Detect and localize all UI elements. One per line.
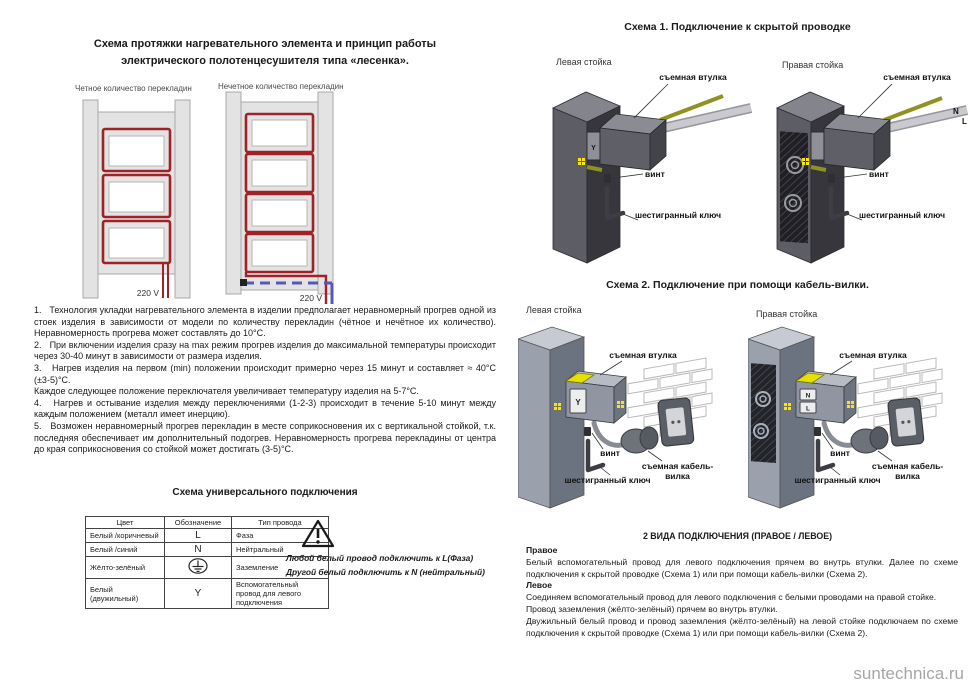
right-connection-label: Правое (526, 545, 558, 555)
wire-mark: Y (165, 579, 232, 609)
screw (584, 427, 591, 436)
odd-ladder-voltage: 220 V (299, 293, 322, 303)
wire-type: Вспомогательный провод для левого подключения (232, 579, 329, 609)
paragraph-5: 4. Нагрев и остывание изделия между переключениями (1-2-3) происходит в течение 5-10 минут между каждым положением (металл имеет инерцию). (34, 397, 496, 420)
right-column (510, 0, 965, 686)
left-connection-text-3: Двужильный белый провод и провод заземления (жёлто-зелёный) на левой стойке подключаем по схеме подключения к скрытой проводке (Схема 1) или при помощи кабель-вилки (Схема 2). (526, 615, 958, 638)
wire-color: Белый (двужильный) (86, 579, 165, 609)
even-ladder-figure (75, 98, 205, 308)
screw-label: винт (600, 448, 620, 458)
perforated-panel (780, 131, 808, 243)
site-watermark: suntechnica.ru (853, 664, 964, 683)
terminal-letter-y: Y (591, 145, 596, 152)
even-ladder-caption: Четное количество перекладин (75, 84, 192, 93)
screw (604, 174, 611, 183)
wire-l-label: L (962, 117, 967, 126)
junction-dot (240, 279, 247, 286)
bushing-label: съемная втулка (883, 72, 951, 82)
hex-key-label: шестигранный ключ (858, 210, 946, 220)
plug-label: съемная кабель-вилка (641, 461, 714, 482)
left-connection-label: Левое (526, 580, 553, 591)
warning-line-1: Любой белый провод подключить к L(Фаза) (286, 553, 474, 563)
wire-mark: N (165, 543, 232, 557)
bushing-label: съемная втулка (609, 350, 677, 360)
scheme1-right-caption: Правая стойка (782, 60, 844, 70)
odd-ladder-drawing (218, 90, 348, 312)
table-row (86, 529, 329, 543)
scheme1-title: Схема 1. Подключение к скрытой проводке (624, 21, 851, 33)
warning-text (286, 551, 508, 579)
hex-key-label: шестигранный ключ (794, 475, 881, 485)
warning-line-2: Другой белый подключить к N (нейтральный) (286, 567, 485, 577)
perforated-panel (751, 363, 776, 463)
two-types-heading: 2 ВИДА ПОДКЛЮЧЕНИЯ (ПРАВОЕ / ЛЕВОЕ) (642, 531, 833, 541)
col-header-color: Цвет (86, 517, 165, 529)
bushing-label: съемная втулка (839, 350, 907, 360)
odd-ladder-caption: Нечетное количество перекладин (218, 82, 344, 91)
wire-type: Нейтральный (232, 543, 329, 557)
left-connection-text-2: Провод заземления (жёлто-зелёный) прячем во внутрь втулки. (526, 603, 778, 614)
wall-socket (888, 397, 925, 446)
wire-mark: L (165, 529, 232, 543)
wall-socket (658, 397, 695, 446)
scheme2-left-caption: Левая стойка (526, 305, 582, 315)
even-ladder-voltage: 220 V (136, 288, 159, 298)
scheme1-left-caption: Левая стойка (556, 57, 612, 67)
screw (814, 427, 821, 436)
bushing-front (600, 128, 650, 170)
wire-n-label: N (953, 107, 959, 116)
scheme2-left-stand-figure (518, 323, 748, 530)
hex-key-label: шестигранный ключ (564, 475, 651, 485)
page-title: Схема протяжки нагревательного элемента и принцип работы электрического полотенцесушителя типа «лесенка». (93, 38, 437, 67)
paragraph-3: 3. Нагрев изделия на первом (min) положении происходит примерно через 15 минут и составляет ≈ 40°С (±3-5)°С. (34, 362, 496, 385)
post-front (553, 108, 587, 263)
screw-label: винт (645, 169, 665, 179)
warning-triangle-icon (300, 518, 336, 555)
universal-connection-heading: Схема универсального подключения (172, 487, 358, 498)
wire-color: Жёлто-зелёный (86, 557, 165, 579)
even-ladder-drawing (75, 98, 205, 303)
left-connection-text-1: Соединяем вспомогательный провод для левого подключения с белыми проводами на правой стойке. (526, 592, 937, 603)
wire-type: Фаза (232, 529, 329, 543)
post-front (518, 339, 550, 508)
wire-color: Белый /коричневый (86, 529, 165, 543)
left-column (30, 0, 500, 686)
paragraph-1: 1. Технология укладки нагревательного элемента в изделии предполагает неравномерный прогрев одной из стоек изделия в зависимости от модели по количеству перекладин (чётное и нечётное их количество). Неравномерность прогрева может составлять до 10°С. (34, 305, 496, 339)
terminal-plate (811, 132, 824, 160)
col-header-mark: Обозначение (165, 517, 232, 529)
terminal-letter-l: L (806, 405, 810, 413)
paragraph-4: Каждое следующее положение переключателя увеличивает температуру изделия на 5-7°С. (34, 386, 419, 397)
wire-color: Белый /синий (86, 543, 165, 557)
screw-label: винт (830, 448, 850, 458)
scheme2-right-caption: Правая стойка (756, 309, 818, 319)
principles-text (34, 305, 496, 456)
right-connection-text: Белый вспомогательный провод для левого подключения прячем во внутрь втулки. Далее по схеме подключения к скрытой проводке (Схема 1) или при помощи кабель-вилки (Схема 2). (526, 556, 958, 579)
terminal-letter-y: Y (575, 398, 581, 407)
bushing-label: съемная втулка (659, 72, 727, 82)
odd-ladder-figure (218, 90, 348, 317)
scheme1-right-stand-figure (762, 70, 970, 275)
terminal-letter-n: N (805, 392, 811, 400)
scheme2-title: Схема 2. Подключение при помощи кабель-вилки. (606, 279, 869, 291)
table-header-row (86, 517, 329, 529)
table-row (86, 579, 329, 609)
screw (828, 174, 835, 183)
screw-label: винт (869, 169, 889, 179)
leader-bushing (634, 84, 668, 118)
plug-label: съемная кабель-вилка (871, 461, 944, 482)
scheme2-right-stand-figure (748, 323, 970, 530)
wire-type: Заземление (232, 557, 329, 579)
bushing-front (824, 128, 874, 170)
hex-key-label: шестигранный ключ (634, 210, 722, 220)
two-types-text (526, 545, 958, 639)
col-header-type: Тип провода (232, 517, 329, 529)
paragraph-2: 2. При включении изделия сразу на max режим прогрев изделия до максимальной температуры происходит через 30-40 минут в зависимости от размера изделия. (34, 339, 496, 362)
scheme1-left-stand-figure (538, 70, 763, 275)
paragraph-6: 5. Возможен неравномерный прогрев перекладин в месте соприкосновения их с вертикальной стойкой, т.к. последняя обеспечивает им дополнительный подогрев. Неравномерность прогрева перекладины от центра до края соприкосновения со стойкой может достигать (3-5)°С. (34, 420, 496, 455)
ground-symbol-icon (165, 557, 232, 579)
